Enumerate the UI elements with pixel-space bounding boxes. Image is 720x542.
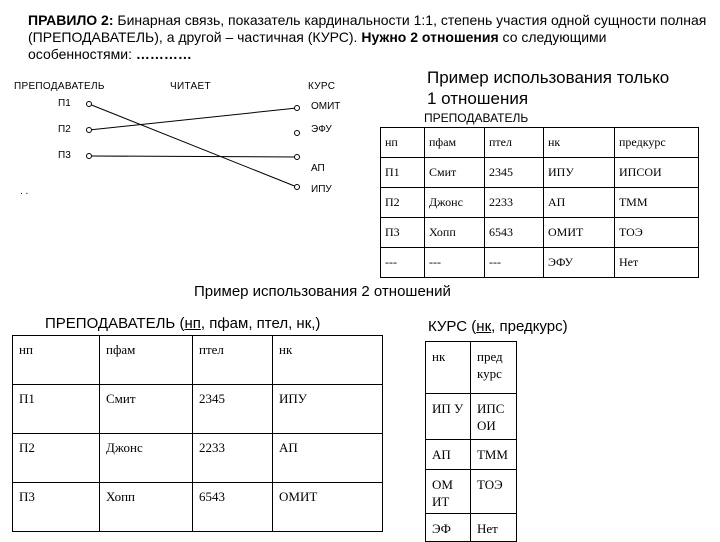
table-cell: ОМ ИТ: [426, 470, 471, 514]
table-row: [13, 385, 383, 434]
table-cell: П3: [381, 218, 425, 248]
diagram-right-item-4: ИПУ: [311, 184, 332, 195]
table-row: [426, 394, 517, 440]
header-cell: нк: [544, 128, 615, 158]
table-row: [426, 470, 517, 514]
table-cell: П2: [13, 434, 100, 483]
header-cell: пфам: [425, 128, 485, 158]
node-ipu: [295, 185, 300, 190]
table-cell: ИПУ: [273, 385, 383, 434]
diagram-right-title: КУРС: [308, 81, 336, 92]
course-relation-name: КУРС: [428, 318, 468, 335]
table-cell: ОМИТ: [273, 483, 383, 532]
diagram-left-item-1: П1: [58, 98, 71, 109]
table-row: [13, 434, 383, 483]
table-cell: Смит: [100, 385, 193, 434]
table-cell: ТММ: [471, 440, 517, 470]
table-cell: АП: [426, 440, 471, 470]
table-cell: П3: [13, 483, 100, 532]
table-row: [381, 188, 699, 218]
table-cell: П2: [381, 188, 425, 218]
teacher-relation-name: ПРЕПОДАВАТЕЛЬ: [45, 315, 176, 332]
table-cell: 2345: [485, 158, 544, 188]
header-cell: нк: [426, 342, 471, 394]
table-row: [381, 248, 699, 278]
rule-text-1: Бинарная связь, показатель кардинальности 1:1, степень участия одной сущности полная (ПРЕПОДАВАТЕЛЬ), а другой – частичная (КУРС).: [28, 12, 707, 45]
diagram-right-item-2: ЭФУ: [311, 124, 332, 135]
table-cell: ТММ: [615, 188, 699, 218]
diagram-left-item-2: П2: [58, 124, 71, 135]
diagram-left-item-3: П3: [58, 150, 71, 161]
diagram-verb: ЧИТАЕТ: [170, 81, 211, 92]
header-cell: нк: [273, 336, 383, 385]
table-header-row: [381, 128, 699, 158]
node-p3: [87, 154, 92, 159]
table-cell: Джонс: [425, 188, 485, 218]
table-cell: ЭФ: [426, 514, 471, 542]
example1-title-line2: 1 отношения: [427, 89, 529, 108]
node-omit: [295, 106, 300, 111]
teacher-relation-attrs: , пфам, птел, нк,): [200, 315, 321, 332]
node-efu: [295, 131, 300, 136]
diagram-right-item-3: АП: [311, 163, 325, 174]
example1-title-line1: Пример использования только: [427, 68, 670, 87]
relationship-diagram: [0, 0, 380, 210]
table-cell: 2233: [193, 434, 273, 483]
header-cell: нп: [13, 336, 100, 385]
table-cell: ИПС ОИ: [471, 394, 517, 440]
link-p2-omit: [89, 108, 297, 130]
table-cell: Нет: [471, 514, 517, 542]
course-relation-caption: [428, 318, 568, 335]
table-header-row: [13, 336, 383, 385]
table-cell: ---: [381, 248, 425, 278]
table-row: [426, 440, 517, 470]
example1-table: [380, 127, 699, 278]
header-cell: нп: [381, 128, 425, 158]
diagram-dots: . .: [20, 186, 29, 197]
table-cell: ИП У: [426, 394, 471, 440]
course-relation-open: (: [467, 318, 477, 335]
table-cell: ОМИТ: [544, 218, 615, 248]
diagram-right-item-1: ОМИТ: [311, 101, 341, 112]
header-cell: птел: [485, 128, 544, 158]
table-row: [13, 483, 383, 532]
example1-title: [427, 67, 669, 109]
course-table: [425, 341, 517, 542]
table-cell: 2233: [485, 188, 544, 218]
table-cell: 2345: [193, 385, 273, 434]
table-cell: Хопп: [100, 483, 193, 532]
node-ap: [295, 155, 300, 160]
teacher-table: [12, 335, 383, 532]
table-cell: Смит: [425, 158, 485, 188]
header-cell: пфам: [100, 336, 193, 385]
rule-bold-phrase: Нужно 2 отношения: [361, 29, 499, 45]
rule-label: ПРАВИЛО 2:: [28, 12, 114, 28]
table-cell: Нет: [615, 248, 699, 278]
table-cell: ЭФУ: [544, 248, 615, 278]
table-cell: ---: [425, 248, 485, 278]
link-p3-ap: [89, 156, 297, 157]
header-cell: птел: [193, 336, 273, 385]
table-cell: Хопп: [425, 218, 485, 248]
example1-table-name: ПРЕПОДАВАТЕЛЬ: [424, 111, 529, 125]
teacher-relation-caption: [45, 315, 320, 332]
table-cell: ТОЭ: [615, 218, 699, 248]
rule-text-2: со следующими особенностями:: [28, 29, 607, 62]
node-p2: [87, 128, 92, 133]
table-row: [426, 514, 517, 542]
table-cell: П1: [381, 158, 425, 188]
table-cell: 6543: [485, 218, 544, 248]
table-row: [381, 158, 699, 188]
table-cell: П1: [13, 385, 100, 434]
header-cell: пред курс: [471, 342, 517, 394]
example2-title: Пример использования 2 отношений: [194, 283, 451, 300]
node-p1: [87, 102, 92, 107]
table-cell: 6543: [193, 483, 273, 532]
table-cell: ---: [485, 248, 544, 278]
link-p1-ipu: [89, 104, 297, 187]
table-cell: ИПСОИ: [615, 158, 699, 188]
table-cell: ИПУ: [544, 158, 615, 188]
header-cell: предкурс: [615, 128, 699, 158]
table-cell: АП: [273, 434, 383, 483]
teacher-relation-key: нп: [184, 315, 201, 332]
table-cell: АП: [544, 188, 615, 218]
table-row: [381, 218, 699, 248]
course-relation-key: нк: [476, 318, 492, 335]
table-header-row: [426, 342, 517, 394]
course-relation-attrs: , предкурс): [491, 318, 568, 335]
diagram-left-title: ПРЕПОДАВАТЕЛЬ: [14, 81, 105, 92]
rule-dots: …………: [135, 46, 192, 62]
table-cell: ТОЭ: [471, 470, 517, 514]
teacher-relation-open: (: [175, 315, 185, 332]
table-cell: Джонс: [100, 434, 193, 483]
